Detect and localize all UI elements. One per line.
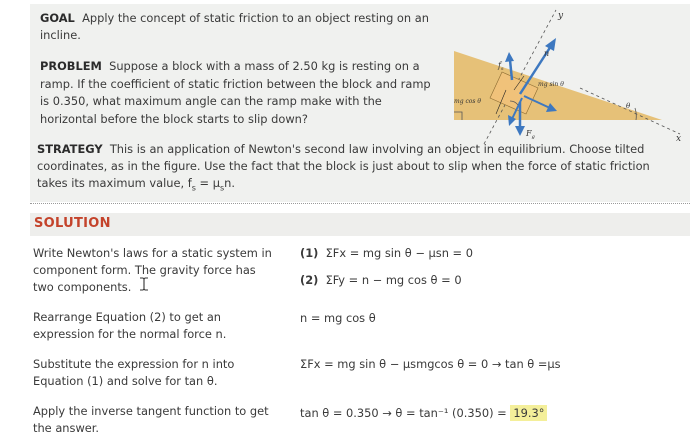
step-2-description: Rearrange Equation (2) to get an expression for the normal force n. — [33, 310, 227, 341]
incline-diagram — [440, 4, 690, 144]
problem-label: PROBLEM — [40, 59, 102, 73]
text-cursor-icon — [139, 277, 149, 291]
mg-cos-label: mg cos θ — [454, 98, 482, 105]
strategy-text: This is an application of Newton's second law involving an object in equilibrium. Choose tilted coordinates, as in the figure. Use the fact that the block is just about to slip when the force of static friction takes its maximum value, f — [37, 142, 650, 190]
solution-title: SOLUTION — [34, 216, 111, 231]
problem-text: Suppose a block with a mass of 2.50 kg is resting on a ramp. If the coefficient of static friction between the block and ramp is 0.350, what maximum angle can the ramp make with the horizontal before the block starts to slip down? — [40, 59, 431, 126]
goal-section — [40, 10, 435, 44]
step-1-description: Write Newton's laws for a static system in component form. The gravity force has two components. — [33, 246, 272, 294]
mg-sin-label: mg sin θ — [538, 81, 564, 88]
strategy-section: STRATEGY This is an application of Newton's second law involving an object in equilibrium. Choose tilted coordinates, as in the figure. Use the fact that the block is just about to slip when the force of static friction takes its maximum value, $f_s = \mu_sn$. — [37, 142, 650, 193]
y-axis-label: y — [558, 11, 564, 21]
step-4-description: Apply the inverse tangent function to get the answer. — [33, 404, 269, 435]
theta-label: θ — [626, 102, 631, 110]
solution-header-bar — [30, 213, 690, 236]
step-4-equation: tan θ = 0.350 → θ = tan⁻¹ (0.350) = 19.3° — [300, 405, 547, 422]
step-3-description: Substitute the expression for n into Equation (1) and solve for tan θ. — [33, 357, 235, 388]
strategy-sub: s — [191, 183, 196, 193]
goal-label: GOAL — [40, 11, 75, 25]
goal-text: Apply the concept of static friction to an object resting on an incline. — [40, 11, 429, 42]
step-1-equation-2: (2) ΣFy = n − mg cos θ = 0 — [300, 273, 462, 287]
normal-label: n — [544, 49, 550, 58]
gravity-label: $F_g$ — [526, 129, 535, 140]
friction-label: $f_s$ — [498, 61, 504, 72]
problem-section — [40, 58, 435, 128]
step-2-equation: n = mg cos θ — [300, 311, 376, 325]
answer-highlight: 19.3° — [510, 405, 547, 421]
dotted-divider — [30, 203, 690, 204]
strategy-label: STRATEGY — [37, 142, 103, 156]
step-1-equation-1: (1) ΣFx = mg sin θ − μsn = 0 — [300, 246, 473, 260]
x-axis-label: x — [676, 134, 682, 144]
step-3-equation: ΣFx = mg sin θ − μsmgcos θ = 0 → tan θ =μs — [300, 357, 561, 371]
